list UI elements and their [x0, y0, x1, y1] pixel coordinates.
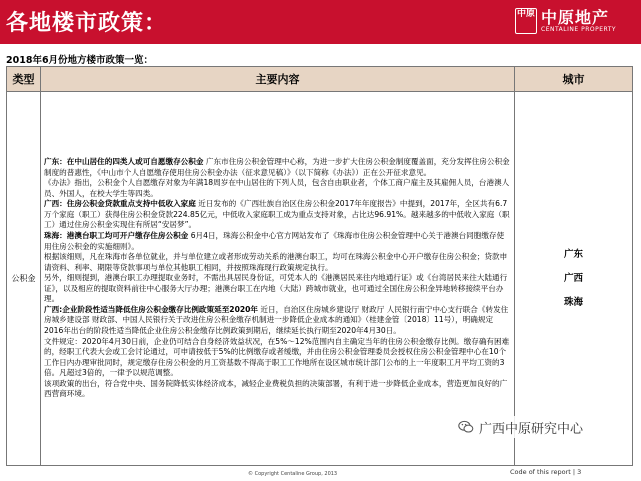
watermark-text: 广西中原研究中心	[479, 421, 584, 437]
paragraph-lead: 广东：在中山居住的四类人或可自愿缴存公积金	[44, 157, 204, 167]
paragraph	[44, 252, 511, 273]
table-row	[7, 92, 633, 466]
footer-report-code: Code of this report | 3	[510, 468, 582, 476]
header-type: 类型	[7, 67, 41, 92]
paragraph-text: 6月4日，珠海公积金中心官方网站发布了《珠海市住房公积金管理中心关于港澳台同胞缴存使用住房公积金的实施细则》。	[44, 231, 505, 251]
paragraph-lead: 珠海：港澳台职工均可开户缴存住房公积金	[44, 231, 189, 241]
paragraph-text: 近日发布的《广西壮族自治区住房公积金2017年年度报告》中提到，2017年，全区共有6.7万个家庭（职工）获得住房公积金贷款224.85亿元，中低收入家庭职工成为重点支持对象，占比达96.91%。越来越多的中低收入家庭（职工）通过住房公积金实现住有所居“安居梦”。	[44, 199, 510, 230]
header-content: 主要内容	[41, 67, 515, 92]
logo-english-name: CENTALINE PROPERTY	[541, 26, 617, 33]
footer-copyright: © Copyright Centaline Group, 2013	[248, 471, 338, 477]
paragraph	[44, 337, 511, 379]
paragraph-text: 根据该细则，凡在珠海市各单位就业，并与单位建立或者形成劳动关系的港澳台职工，均可在珠海公积金中心开户缴存住房公积金；贷款申请资料、利率、期限等贷款事项与单位其他职工相同，并按照珠海现行政策规定执行。	[44, 252, 508, 272]
page-title: 各地楼市政策：	[6, 11, 168, 36]
header-banner	[0, 0, 641, 44]
city-guangxi: 广西	[563, 272, 583, 284]
paragraph-text: 广东市住房公积金管理中心称，为进一步扩大住房公积金制度覆盖面，充分发挥住房公积金制度的普惠性，《中山市个人自愿缴存使用住房公积金办法（征求意见稿）》（以下简称《办法》）正在公开征求意见。	[44, 157, 510, 177]
paragraph-lead: 广西:企业阶段性适当降低住房公积金缴存比例政策延至2020年	[44, 304, 259, 314]
city-cell	[515, 92, 633, 466]
paragraph-text: 文件规定：2020年4月30日前，企业仍可结合自身经济效益状况，在5%～12%范围内自主确定当年的住房公积金缴存比例。缴存确有困难的，经职工代表大会或工会讨论通过，可申请按低于5%的比例缴存或者缓缴，并由住房公积金管理委员会授权住房公积金管理中心在10个工作日内办理审批同时，规定缴存住房公积金的月工资基数不得高于职工工作地所在设区城市统计部门公布的上一年度职工月平均工资的3倍。凡超过3倍的，一律予以规范调整。	[44, 336, 510, 378]
policy-table	[6, 66, 633, 466]
content-cell	[41, 92, 515, 466]
paragraph-text: 该项政策的出台，符合党中央、国务院降低实体经济成本，减轻企业费税负担的决策部署，有利于进一步降低企业成本，营造更加良好的广西营商环境。	[44, 378, 508, 399]
paragraph-lead: 广西：住房公积金贷款重点支持中低收入家庭	[44, 199, 196, 209]
paragraph	[44, 379, 511, 400]
header-city: 城市	[515, 67, 633, 92]
paragraph	[44, 199, 511, 231]
paragraph	[44, 231, 511, 252]
logo-chinese-name: 中原地产	[541, 8, 610, 27]
table-caption: 2018年6月份地方楼市政策一览：	[6, 55, 154, 66]
paragraph	[44, 157, 511, 178]
watermark	[452, 416, 589, 438]
paragraph	[44, 178, 511, 199]
city-zhuhai: 珠海	[563, 296, 583, 308]
logo-mark-icon: 中原	[515, 8, 537, 34]
paragraph	[44, 305, 511, 337]
type-cell: 公积金	[7, 92, 41, 466]
table-header-row	[7, 67, 633, 92]
paragraph-text: 《办法》指出，公积金个人自愿缴存对象为年满18周岁在中山居住的下列人员，包含自由职业者，个体工商户雇主及其雇佣人员，台港澳人员、外国人，在校大学生等四类。	[44, 178, 510, 198]
city-guangdong: 广东	[563, 248, 583, 260]
paragraph-text: 另外，细则提到，港澳台职工办理提取业务时，不需出具居民身份证，可凭本人的《港澳居民来往内地通行证》或《台湾居民来往大陆通行证》，以及相应的提取资料前往中心服务大厅办理；港澳台职工在内地（大陆）跨城市就业，也可通过全国住房公积金异地转移接续平台办理。	[44, 273, 508, 304]
centaline-logo	[515, 5, 635, 39]
paragraph	[44, 273, 511, 305]
wechat-icon	[458, 420, 474, 434]
paragraph-text: 近日，自治区住房城乡建设厅 财政厅 人民银行南宁中心支行联合《转发住房城乡建设部 财政部、中国人民银行关于改进住房公积金缴存机制进一步降低企业成本的通知》（桂建金管〔2018〕11号），明确规定2016年出台的阶段性适当降低企业住房公积金缴存比例政策到期后，继续延长执行期至2020年4月30日。	[44, 304, 509, 335]
